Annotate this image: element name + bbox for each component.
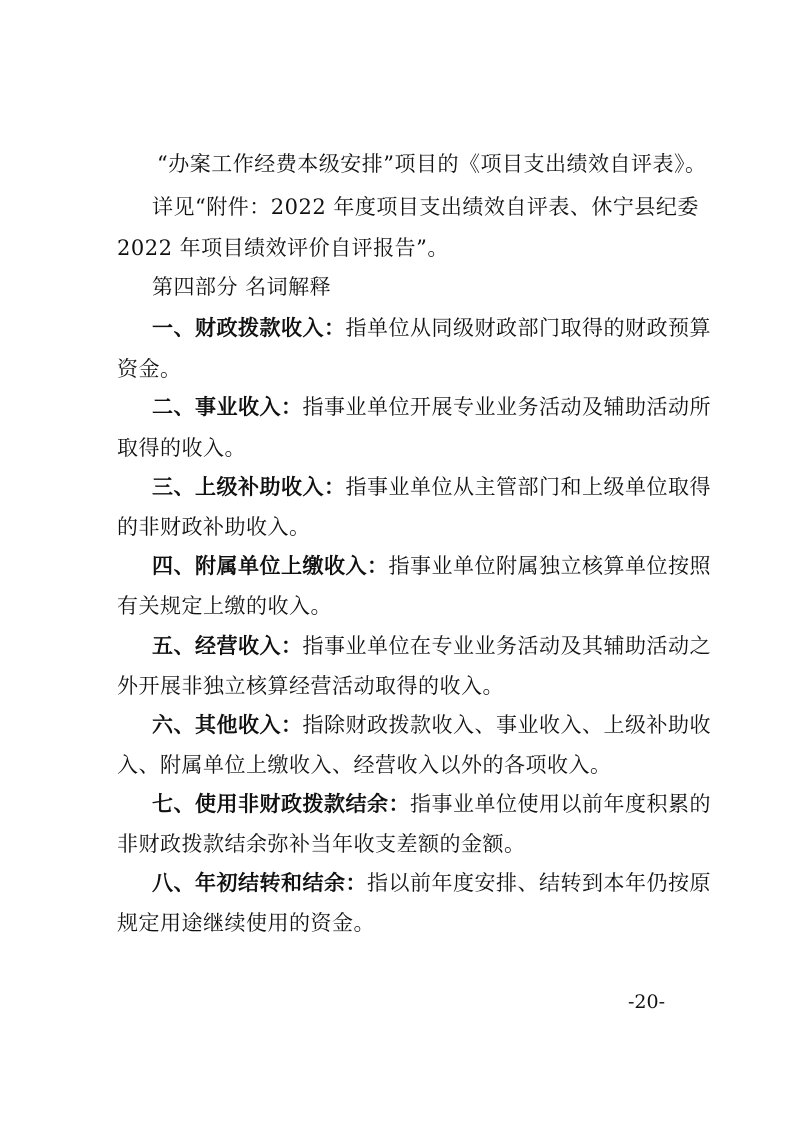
definition-term: 七、使用非财政拨款结余： [152, 792, 410, 816]
definition-7-first-line [152, 790, 711, 818]
definition-text: 指事业单位附属独立核算单位按照 [388, 554, 711, 578]
definition-term: 三、上级补助收入： [152, 475, 346, 499]
definition-term: 六、其他收入： [152, 713, 303, 737]
definition-term: 一、财政拨款收入： [152, 316, 346, 340]
definition-text: 指事业单位使用以前年度积累的 [410, 792, 711, 816]
section-title: 第四部分 名词解释 [152, 275, 332, 299]
definition-term: 五、经营收入： [152, 634, 303, 658]
definition-3-second-line: 的非财政补助收入。 [117, 515, 311, 539]
intro-line-3: 2022 年项目绩效评价自评报告”。 [117, 236, 449, 260]
definition-text: 指以前年度安排、结转到本年仍按原 [367, 871, 711, 895]
definition-4-first-line [152, 552, 711, 580]
definition-text: 指除财政拨款收入、事业收入、上级补助收 [302, 713, 711, 737]
intro-line-2: 详见“附件：2022 年度项目支出绩效自评表、休宁县纪委 [152, 195, 699, 219]
definition-text: 指事业单位从主管部门和上级单位取得 [345, 475, 711, 499]
definition-5-first-line [152, 632, 711, 660]
definition-8-first-line [152, 869, 711, 897]
definition-1-first-line [152, 314, 711, 342]
definition-8-second-line: 规定用途继续使用的资金。 [117, 911, 375, 935]
page-number: -20- [628, 991, 666, 1013]
definition-6-first-line [152, 711, 711, 739]
definition-7-second-line: 非财政拨款结余弥补当年收支差额的金额。 [117, 832, 526, 856]
definition-4-second-line: 有关规定上缴的收入。 [117, 594, 332, 618]
definition-term: 四、附属单位上缴收入： [152, 554, 389, 578]
definition-text: 指事业单位在专业业务活动及其辅助活动之 [302, 634, 711, 658]
definition-term: 八、年初结转和结余： [152, 871, 367, 895]
definition-5-second-line: 外开展非独立核算经营活动取得的收入。 [117, 674, 504, 698]
definition-term: 二、事业收入： [152, 395, 303, 419]
definition-1-second-line: 资金。 [117, 357, 182, 381]
definition-6-second-line: 入、附属单位上缴收入、经营收入以外的各项收入。 [117, 753, 612, 777]
definition-text: 指单位从同级财政部门取得的财政预算 [345, 316, 711, 340]
definition-3-first-line [152, 473, 711, 501]
definition-2-second-line: 取得的收入。 [117, 436, 246, 460]
definition-text: 指事业单位开展专业业务活动及辅助活动所 [302, 395, 711, 419]
definition-2-first-line [152, 393, 711, 421]
intro-line-1: “办案工作经费本级安排”项目的《项目支出绩效自评表》。 [157, 152, 707, 176]
